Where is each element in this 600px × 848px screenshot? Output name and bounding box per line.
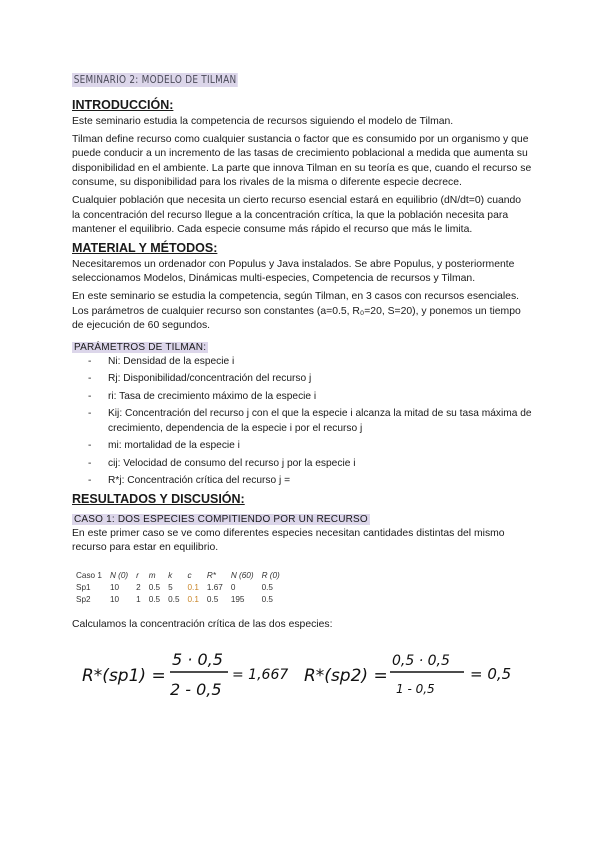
table-header: N (60)	[230, 570, 254, 580]
formula1-num: 5 · 0,5	[172, 649, 223, 669]
document-title: SEMINARIO 2: MODELO DE TILMAN	[73, 74, 237, 86]
table-cell: 195	[230, 594, 245, 604]
formula-sp1	[82, 650, 288, 699]
param-item: - R*j: Concentración crítica del recurso j =	[88, 475, 291, 487]
case-label: CASO 1: DOS ESPECIES COMPITIENDO POR UN RECURSO	[74, 513, 368, 525]
table-cell: 1	[136, 594, 141, 604]
formula2-num: 0,5 · 0,5	[392, 652, 450, 669]
table-row	[76, 594, 288, 606]
param-item: - ri: Tasa de crecimiento máximo de la especie i	[88, 390, 317, 402]
results-paragraph-2: Calculamos la concentración crítica de las dos especies:	[72, 618, 333, 630]
results-paragraph-1: En este primer caso se ve como diferentes especies necesitan cantidades distintas del mismo recurso para estar en equilibrio.	[72, 527, 505, 554]
table-header: c	[187, 570, 192, 580]
intro-paragraph-1: Este seminario estudia la competencia de recursos siguiendo el modelo de Tilman.	[72, 116, 454, 127]
formula1-result: = 1,667	[232, 666, 289, 683]
table-header: k	[168, 570, 173, 580]
methods-heading: MATERIAL Y MÉTODOS:	[72, 240, 218, 255]
case1-table	[76, 570, 288, 606]
methods-paragraph-2: En este seminario se estudia la competencia, según Tilman, en 3 casos con recursos esenciales. Los parámetros de cualquier recurso son constantes (a=0.5, R₀=20, S=20), y ponemos un tiempo de ejecución de 60 segundos.	[72, 290, 521, 332]
param-item: - cij: Velocidad de consumo del recurso j por la especie i	[88, 457, 356, 469]
formulas-svg	[72, 639, 532, 709]
table-cell: 0.5	[206, 594, 219, 604]
table-cell: 10	[109, 594, 120, 604]
param-item: - Rj: Disponibilidad/concentración del recurso j	[88, 373, 312, 385]
methods-paragraph-1: Necesitaremos un ordenador con Populus y Java instalados. Se abre Populus, y posteriormente seleccionamos Modelos, Dinámicas multi-especies, Competencia de recursos y Tilman.	[72, 258, 515, 285]
table-cell: 0.5	[261, 582, 273, 592]
param-item: - Kij: Concentración del recurso j con el que la especie i alcanza la mitad de su tasa máxima de crecimiento, dependencia de la especie i por el recurso j	[88, 408, 532, 434]
params-label: PARÁMETROS DE TILMAN:	[74, 341, 207, 353]
formula2-result: = 0,5	[470, 664, 512, 683]
table-cell: 0.1	[187, 582, 199, 592]
table-cell: Sp2	[76, 594, 91, 604]
table-cell: 1.67	[206, 582, 223, 592]
formula2-den: 1 - 0,5	[396, 681, 435, 696]
table-header: Caso 1	[76, 570, 102, 580]
formula2-lhs: R*(sp2) =	[304, 665, 388, 686]
table-header: R*	[206, 570, 216, 580]
intro-paragraph-3: Cualquier población que necesita un cierto recurso esencial estará en equilibrio (dN/dt=0) cuando la concentración del recurso llegue a la concentración crítica, la que la población necesita para mantener el equilibrio. Cada especie consume más rápido el recurso que más le limita.	[72, 194, 522, 236]
intro-heading: INTRODUCCIÓN:	[72, 98, 174, 112]
table-cell: 0.5	[148, 582, 161, 592]
table-cell: 0.5	[261, 594, 273, 604]
table-header-row	[76, 570, 288, 582]
table-cell: 0	[230, 582, 236, 592]
table-header: N (0)	[109, 570, 129, 580]
table-cell: 2	[136, 582, 141, 592]
formula1-den: 2 - 0,5	[170, 679, 222, 699]
table-row	[76, 582, 288, 594]
table-cell: 5	[168, 582, 173, 592]
results-heading: RESULTADOS Y DISCUSIÓN:	[72, 491, 245, 506]
formula1-lhs: R*(sp1) =	[82, 665, 166, 686]
params-list	[72, 355, 532, 489]
intro-paragraph-2: Tilman define recurso como cualquier sustancia o factor que es consumido por un organismo y que puede conducir a un incremento de las tasas de crecimiento poblacional a medida que aumenta su disponibilidad en el ambiente. La parte que innova Tilman en su teoría es que, cuando el recurso se consume, su disponibilidad para los rivales de la misma o diferente especie decrece.	[72, 133, 532, 189]
table-cell: Sp1	[76, 582, 91, 592]
table-cell: 0.5	[148, 594, 161, 604]
table-header: r	[136, 570, 139, 580]
handwritten-formulas	[72, 639, 532, 709]
formula-sp2	[304, 653, 511, 696]
param-item: - Ni: Densidad de la especie i	[88, 355, 235, 367]
param-item: - mi: mortalidad de la especie i	[88, 440, 240, 452]
table-cell: 0.1	[187, 594, 199, 604]
table-cell: 0.5	[168, 594, 180, 604]
table-cell: 10	[109, 582, 120, 592]
table-header: m	[148, 570, 156, 580]
document-page	[72, 70, 532, 709]
table-header: R (0)	[261, 570, 280, 580]
